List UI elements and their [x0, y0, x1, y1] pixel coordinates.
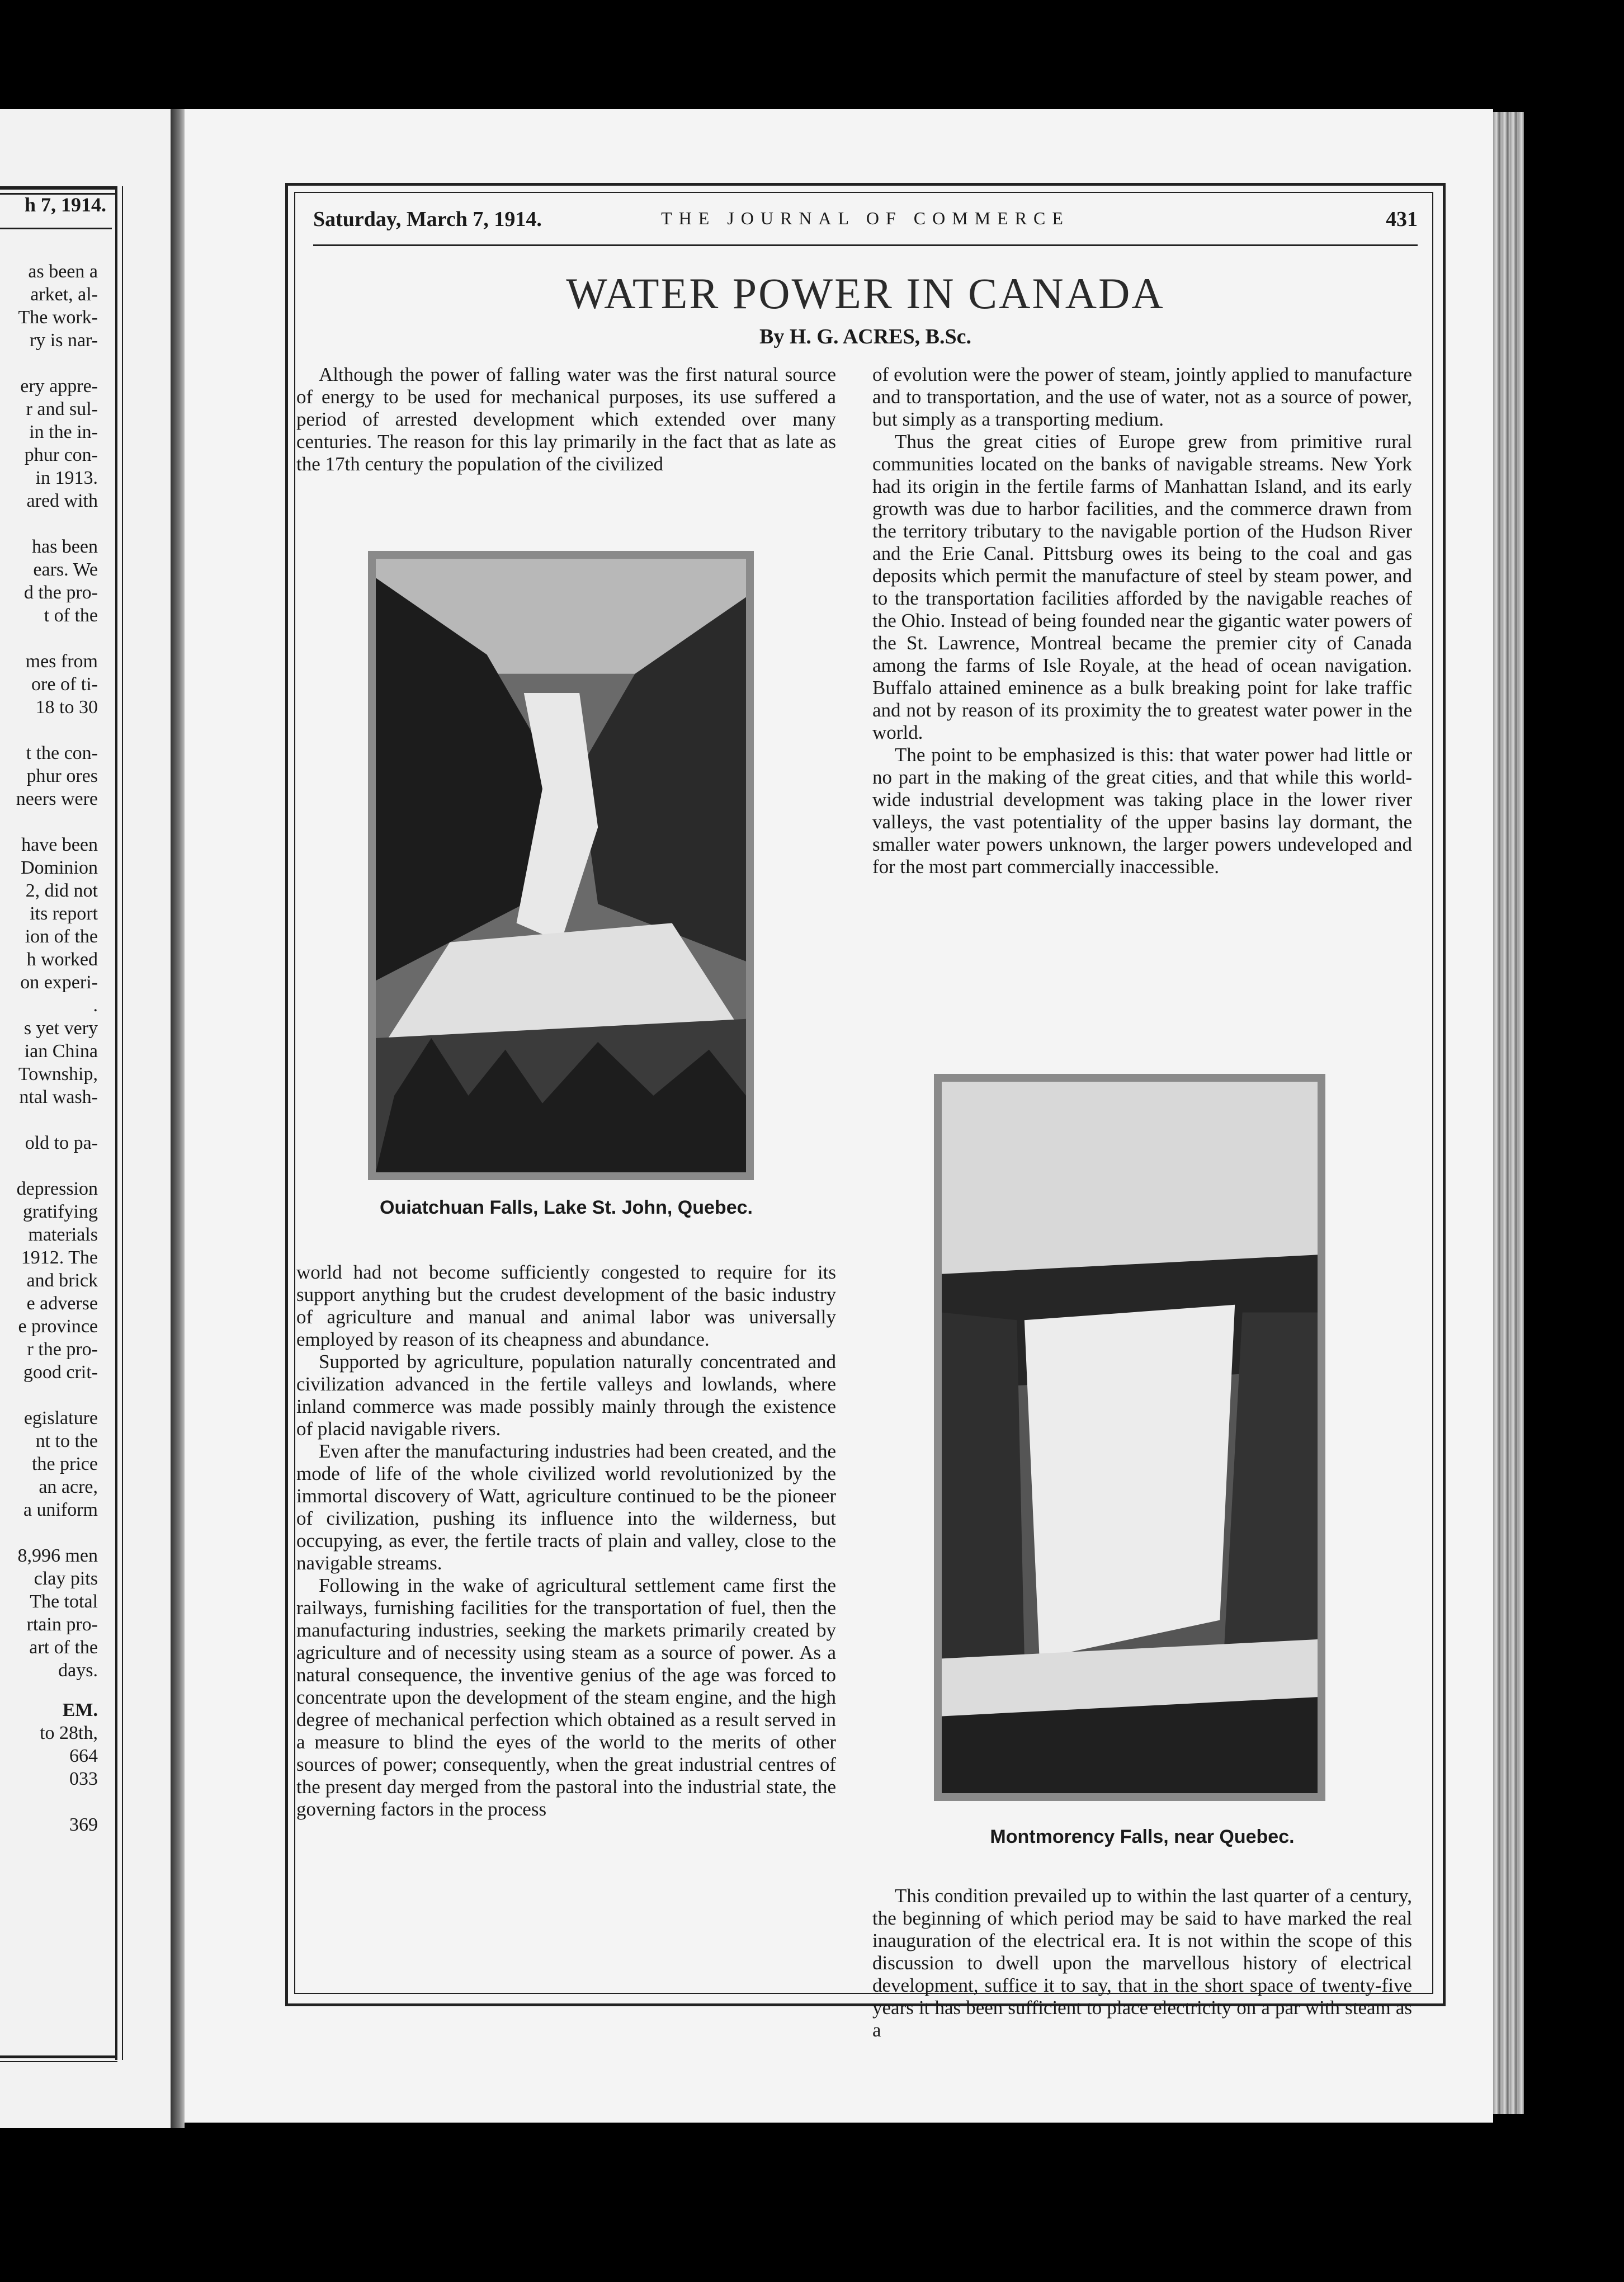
- previous-page-line: old to pa-: [25, 1133, 98, 1153]
- previous-page-line: gratifying: [22, 1201, 98, 1222]
- previous-page-line: depression: [16, 1178, 98, 1199]
- photo-caption: Ouiatchuan Falls, Lake St. John, Quebec.: [380, 1197, 753, 1218]
- previous-page-line: 1912. The: [21, 1247, 98, 1268]
- previous-page-line: e adverse: [26, 1293, 98, 1314]
- previous-page-line: an acre,: [39, 1477, 98, 1497]
- previous-page-line: e province: [18, 1316, 98, 1337]
- header-rule: [0, 228, 112, 229]
- previous-page-line: [0, 1109, 98, 1131]
- previous-page-fragment: [0, 109, 171, 2128]
- previous-page-line: s yet very: [23, 1018, 98, 1039]
- previous-page-number: [0, 1790, 98, 1813]
- header-rule: [313, 244, 1418, 246]
- border-rule: [0, 186, 117, 190]
- previous-page-line: Dominion: [21, 857, 98, 878]
- previous-page-line: r and sul-: [26, 399, 98, 419]
- previous-page-number: 369: [69, 1814, 98, 1835]
- previous-page-line: ian China: [24, 1041, 98, 1062]
- border-rule: [0, 2055, 117, 2058]
- previous-page-line: The total: [30, 1591, 98, 1612]
- previous-page-line: 8,996 men: [17, 1545, 98, 1566]
- paragraph: Following in the wake of agricultural settlement came first the railways, furnishing facilities for the transportation of fuel, then the manufacturing industries, seeking the markets primarily created by agriculture and of necessity using steam as a source of power. As a natural consequence, the inventive genius of the age was forced to concentrate upon the development of the steam engine, and the high degree of mechanical perfection which obtained as a result served in a measure to blind the eyes of the world to the merits of other sources of power; consequently, when the great industrial centres of the present day merged from the pastoral into the industrial state, the governing factors in the process: [296, 1574, 836, 1820]
- column-1-bottom: [296, 1261, 836, 1821]
- border-rule: [115, 186, 117, 2060]
- paragraph: The point to be emphasized is this: that water power had little or no part in the making of the great cities, and that while this world-wide industrial development was taking place in the lower river valleys, the vast potentiality of the upper basins lay dormant, the smaller water powers unknown, the larger powers undeveloped and for the most part commercially inaccessible.: [872, 744, 1412, 878]
- previous-page-line: [0, 352, 98, 375]
- previous-page-line: mes from: [25, 651, 98, 672]
- previous-page-line: ry is nar-: [29, 330, 98, 351]
- previous-page-line: good crit-: [23, 1362, 98, 1383]
- previous-page-line: days.: [58, 1660, 98, 1681]
- paragraph: of evolution were the power of steam, jointly applied to manufacture and to transportation, and the use of water, not as a source of power, but simply as a transporting medium.: [872, 364, 1412, 430]
- page-edge: [1493, 112, 1524, 2114]
- previous-page-line: its report: [30, 903, 98, 924]
- paragraph: Thus the great cities of Europe grew from primitive rural communities located on the banks of navigable streams. New York had its origin in the fertile farms of Manhattan Island, and its early growth was due to harbor facilities, and the commerce drawn from the territory tributary to the navigable portion of the Hudson River and the Erie Canal. Pittsburg owes its being to the coal and gas deposits which permit the manufacture of steel by steam power, and to the transportation facilities afforded by the navigable reaches of the Ohio. Instead of being founded near the gigantic water powers of the St. Lawrence, Montreal became the premier city of Canada among the farms of Isle Royale, at the head of ocean navigation. Buffalo attained eminence as a bulk breaking point for lake traffic and not by reason of its proximity the to greatest water power in the world.: [872, 431, 1412, 743]
- previous-page-line: h worked: [26, 949, 98, 970]
- article-byline: By H. G. ACRES, B.Sc.: [759, 325, 972, 348]
- previous-page-line: Township,: [18, 1064, 98, 1085]
- previous-page-line: to 28th,: [40, 1723, 98, 1743]
- previous-page-line: has been: [31, 536, 98, 557]
- previous-page-line: ion of the: [25, 926, 98, 947]
- previous-page-line: a uniform: [23, 1500, 98, 1520]
- previous-page-line: [0, 627, 98, 650]
- paragraph: Supported by agriculture, population naturally concentrated and civilization advanced in the fertile valleys and lowlands, where inland commerce was made possibly mainly through the existence of placid navigable rivers.: [296, 1351, 836, 1440]
- photo-caption: Montmorency Falls, near Quebec.: [990, 1826, 1295, 1847]
- previous-page-line: [0, 1154, 98, 1177]
- page-number: 431: [1386, 208, 1418, 231]
- previous-page-section-heading: EM.: [62, 1700, 98, 1720]
- previous-page-line: have been: [21, 834, 98, 855]
- journal-name: THE JOURNAL OF COMMERCE: [661, 208, 1070, 228]
- previous-page-line: [0, 719, 98, 742]
- border-rule: [0, 2061, 117, 2062]
- ouiatchuan-falls-photo: [368, 551, 754, 1180]
- previous-page-line: t of the: [44, 605, 98, 626]
- previous-page-line: arket, al-: [30, 284, 98, 305]
- previous-page-line: ared with: [26, 491, 98, 511]
- previous-page-line: d the pro-: [23, 582, 98, 603]
- previous-page-line: and brick: [26, 1270, 98, 1291]
- paragraph: Even after the manufacturing industries had been created, and the mode of life of the whole civilized world revolutionized by the immortal discovery of Watt, agriculture continued to be the pioneer of civilization, pushing its influence into the wilderness, but occupying, as ever, the fertile tracts of plain and valley, close to the navigable streams.: [296, 1440, 836, 1574]
- previous-page-line: phur con-: [24, 445, 98, 465]
- article-title: WATER POWER IN CANADA: [566, 269, 1165, 318]
- previous-page-line: 18 to 30: [35, 697, 98, 718]
- column-1-top: [296, 364, 836, 475]
- previous-page-line: rtain pro-: [26, 1614, 98, 1635]
- paragraph: Although the power of falling water was the first natural source of energy to be used for mechanical purposes, its use suffered a period of arrested development which extended over many centuries. The reason for this lay primarily in the fact that as late as the 17th century the population of the civilized: [296, 364, 836, 475]
- previous-page-line: The work-: [18, 307, 98, 328]
- column-2-top: [872, 364, 1412, 878]
- previous-page-line: ery appre-: [20, 376, 98, 397]
- previous-page-line: on experi-: [20, 972, 98, 993]
- previous-page-line: [0, 1521, 98, 1544]
- running-header: [313, 207, 1418, 241]
- previous-page-line: nt to the: [35, 1431, 98, 1451]
- previous-page-number: 664: [69, 1746, 98, 1766]
- previous-page-line: clay pits: [34, 1568, 98, 1589]
- montmorency-falls-photo: [934, 1074, 1325, 1801]
- previous-page-line: in 1913.: [35, 468, 98, 488]
- previous-page-line: r the pro-: [27, 1339, 98, 1360]
- previous-page-line: 2, did not: [25, 880, 98, 901]
- previous-page-line: as been a: [28, 261, 98, 282]
- previous-page-date: h 7, 1914.: [24, 194, 106, 216]
- previous-page-line: art of the: [29, 1637, 98, 1658]
- previous-page-line: t the con-: [26, 743, 98, 763]
- book-gutter: [171, 109, 185, 2128]
- previous-page-line: [0, 512, 98, 535]
- previous-page-line: in the in-: [29, 422, 98, 442]
- journal-page: [185, 109, 1493, 2123]
- paragraph: world had not become sufficiently congested to require for its support anything but the crudest development of the basic industry of agriculture and manual and animal labor was universally employed by reason of its cheapness and abundance.: [296, 1261, 836, 1350]
- previous-page-line: materials: [28, 1224, 98, 1245]
- previous-page-text-column: [0, 260, 98, 1836]
- previous-page-line: neers were: [16, 789, 98, 809]
- border-rule: [122, 186, 123, 2060]
- previous-page-line: phur ores: [26, 766, 98, 786]
- column-2-bottom: [872, 1885, 1412, 2041]
- previous-page-line: the price: [32, 1454, 98, 1474]
- issue-date: Saturday, March 7, 1914.: [313, 208, 542, 231]
- previous-page-line: ntal wash-: [19, 1087, 98, 1107]
- previous-page-line: egislature: [23, 1408, 98, 1428]
- previous-page-line: [0, 1384, 98, 1407]
- previous-page-line: ears. We: [33, 559, 98, 580]
- previous-page-number: 033: [69, 1769, 98, 1789]
- paragraph: This condition prevailed up to within the last quarter of a century, the beginning of which period may be said to have marked the real inauguration of the electrical era. It is not within the scope of this discussion to dwell upon the marvellous history of electrical development, suffice it to say, that in the short space of twenty-five years it has been sufficient to place electricity on a par with steam as a: [872, 1885, 1412, 2041]
- previous-page-line: [0, 810, 98, 833]
- previous-page-line: .: [93, 995, 98, 1016]
- previous-page-line: ore of ti-: [31, 674, 98, 695]
